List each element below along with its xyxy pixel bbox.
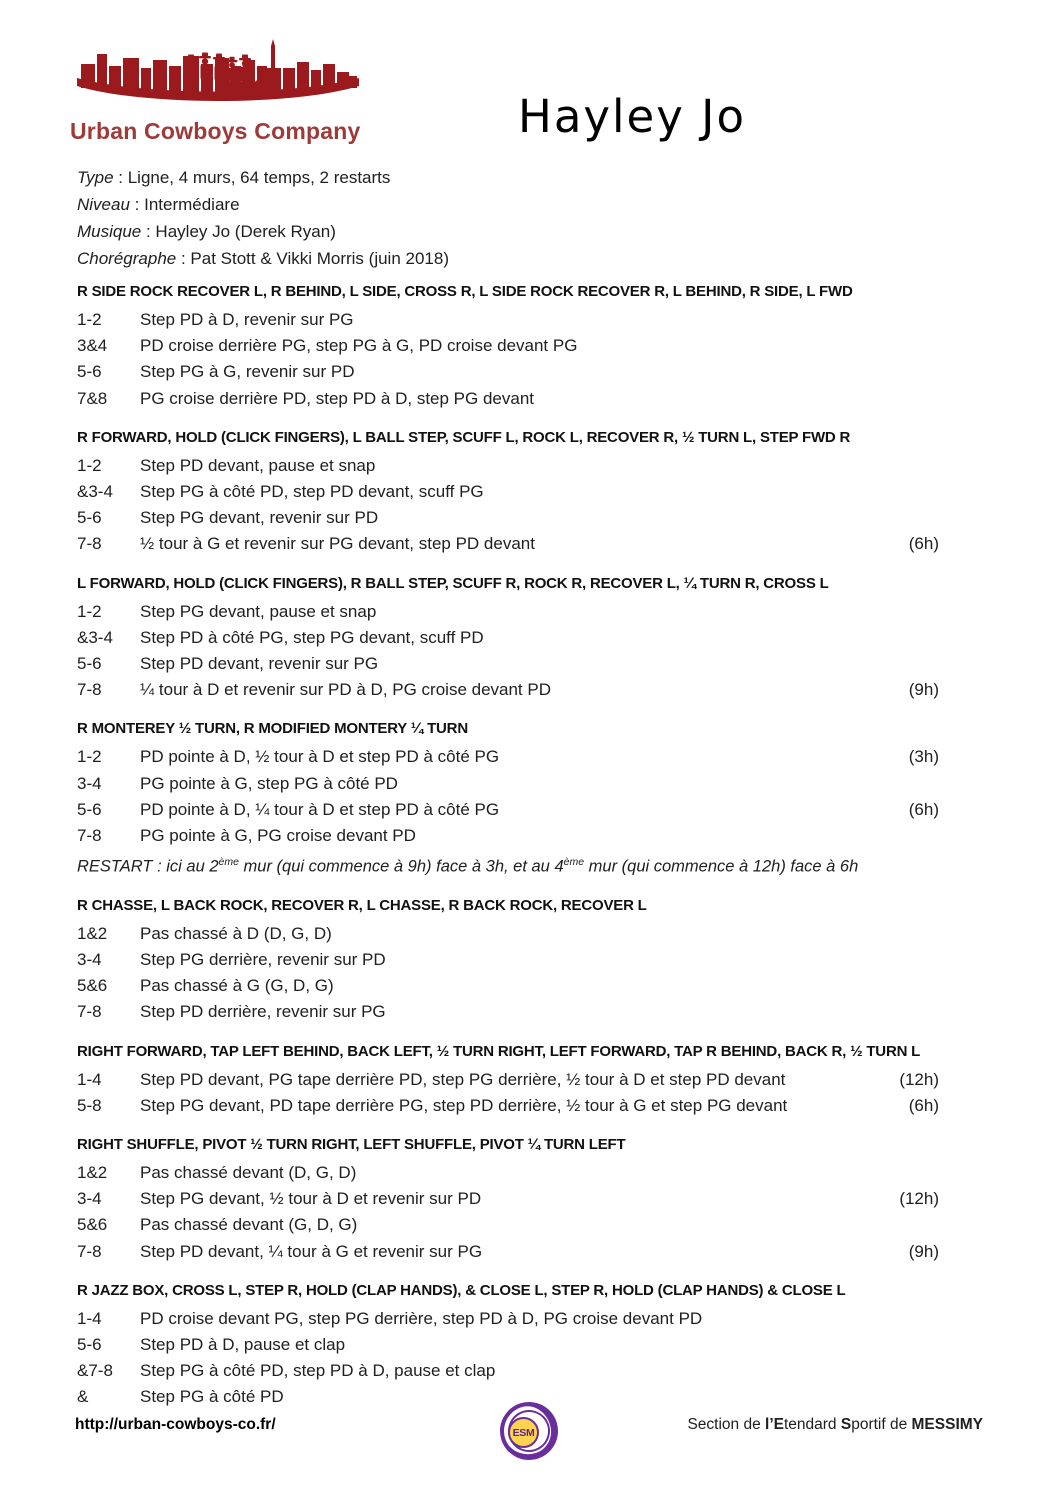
step-row — [77, 1306, 939, 1332]
step-count: &7-8 — [77, 1361, 113, 1381]
step-clock — [884, 359, 939, 385]
restart-sup: ème — [563, 856, 585, 869]
step-clock — [884, 947, 939, 973]
step-clock — [884, 599, 939, 625]
section-6 — [77, 1042, 939, 1119]
step-count: 5&6 — [77, 976, 108, 996]
restart-text: mur (qui commence à 12h) face à 6h — [584, 857, 859, 876]
step-count: 7&8 — [77, 388, 108, 408]
step-text: PG croise derrière PD, step PD à D, step PG devant — [140, 388, 534, 408]
footer-text: tendard — [783, 1416, 841, 1433]
logo-company-name: Urban Cowboys Company — [70, 118, 361, 144]
step-sheet — [77, 282, 939, 1427]
section-title: R SIDE ROCK RECOVER L, R BEHIND, L SIDE, CROSS R, L SIDE ROCK RECOVER R, L BEHIND, R SIDE, L FWD — [77, 283, 853, 300]
step-row — [77, 823, 939, 849]
step-count: 5-6 — [77, 799, 102, 819]
step-row — [77, 771, 939, 797]
step-row — [77, 744, 939, 770]
section-title: RIGHT FORWARD, TAP LEFT BEHIND, BACK LEFT, ½ TURN RIGHT, LEFT FORWARD, TAP R BEHIND, BACK R, ½ TURN L — [77, 1042, 921, 1060]
step-row — [77, 531, 939, 557]
section-5 — [77, 896, 939, 1026]
section-8 — [77, 1281, 939, 1411]
step-clock — [884, 1332, 939, 1358]
step-clock — [884, 1358, 939, 1384]
section-1 — [77, 282, 939, 412]
step-text: PG pointe à G, PG croise devant PD — [140, 826, 416, 846]
restart-text: mur (qui commence à 9h) face à 3h, et au 4 — [238, 857, 564, 876]
step-count: 1-2 — [77, 601, 102, 621]
step-count: &3-4 — [77, 482, 113, 502]
step-text: Step PG derrière, revenir sur PD — [140, 949, 386, 969]
footer-text: Section de — [687, 1416, 766, 1433]
step-row — [77, 505, 939, 531]
step-clock: (6h) — [908, 1095, 939, 1115]
step-row — [77, 1160, 939, 1186]
step-row — [77, 1358, 939, 1384]
step-text: Step PG à G, revenir sur PD — [140, 362, 355, 382]
step-clock — [884, 651, 939, 677]
step-count: 3&4 — [77, 336, 108, 356]
step-clock — [884, 1306, 939, 1332]
meta-row-choregraphe — [77, 245, 449, 272]
meta-value: : Hayley Jo (Derek Ryan) — [141, 222, 336, 241]
step-count: 5-6 — [77, 654, 102, 674]
step-count: 7-8 — [77, 534, 102, 554]
step-row — [77, 333, 939, 359]
step-text: Step PG à côté PD — [140, 1387, 284, 1407]
step-text: Step PD devant, ¼ tour à G et revenir sur PG — [140, 1241, 483, 1261]
step-clock: (12h) — [899, 1189, 939, 1209]
footer-text: portif de — [851, 1416, 912, 1433]
section-title: R JAZZ BOX, CROSS L, STEP R, HOLD (CLAP HANDS), & CLOSE L, STEP R, HOLD (CLAP HANDS) & CLOSE L — [77, 1281, 846, 1299]
step-row — [77, 651, 939, 677]
step-row — [77, 1186, 939, 1212]
step-clock: (12h) — [899, 1069, 939, 1089]
step-clock — [884, 386, 939, 412]
meta-row-type — [77, 164, 449, 191]
step-clock — [884, 999, 939, 1025]
step-count: 1-4 — [77, 1069, 102, 1089]
step-clock — [884, 823, 939, 849]
footer-text-bold: l’E — [765, 1416, 784, 1433]
step-row — [77, 677, 939, 703]
meta-row-niveau — [77, 191, 449, 218]
step-text: PG pointe à G, step PG à côté PD — [140, 773, 398, 793]
step-count: 7-8 — [77, 680, 102, 700]
step-count: 7-8 — [77, 1241, 102, 1261]
step-text: PD pointe à D, ¼ tour à D et step PD à côté PG — [140, 799, 500, 819]
step-count: 5&6 — [77, 1215, 108, 1235]
step-row — [77, 797, 939, 823]
section-title: R CHASSE, L BACK ROCK, RECOVER R, L CHASSE, R BACK ROCK, RECOVER L — [77, 896, 647, 914]
section-title: R FORWARD, HOLD (CLICK FINGERS), L BALL STEP, SCUFF L, ROCK L, RECOVER R, ½ TURN L, STEP FWD R — [77, 428, 851, 446]
meta-value: : Intermédiare — [129, 195, 240, 214]
step-row — [77, 1239, 939, 1265]
step-clock — [884, 625, 939, 651]
step-clock: (6h) — [908, 799, 939, 819]
step-row — [77, 307, 939, 333]
meta-label: Musique — [77, 222, 142, 241]
step-row — [77, 1067, 939, 1093]
section-title: L FORWARD, HOLD (CLICK FINGERS), R BALL STEP, SCUFF R, ROCK R, RECOVER L, ¼ TURN R, CROSS L — [77, 574, 829, 592]
step-text: Pas chassé à G (G, D, G) — [140, 976, 334, 996]
footer-text-bold: S — [840, 1416, 852, 1433]
step-count: 1&2 — [77, 1162, 108, 1182]
step-clock — [884, 921, 939, 947]
footer-section-text — [687, 1416, 983, 1434]
step-clock — [884, 1212, 939, 1238]
step-row — [77, 1212, 939, 1238]
step-count: 1&2 — [77, 923, 108, 943]
section-4 — [77, 719, 939, 879]
step-row — [77, 1093, 939, 1119]
step-clock — [884, 505, 939, 531]
step-count: 1-2 — [77, 310, 102, 329]
step-count: 5-6 — [77, 508, 102, 528]
step-text: Step PD devant, pause et snap — [140, 455, 376, 475]
step-count: 5-8 — [77, 1095, 102, 1115]
step-row — [77, 973, 939, 999]
meta-label: Chorégraphe — [77, 249, 177, 268]
step-row — [77, 386, 939, 412]
step-text: PD croise derrière PG, step PG à G, PD croise devant PG — [140, 336, 578, 356]
footer-text-bold: MESSIMY — [911, 1416, 983, 1433]
step-clock — [884, 973, 939, 999]
step-count: 3-4 — [77, 1189, 102, 1209]
section-2 — [77, 428, 939, 558]
step-text: Step PD à côté PG, step PG devant, scuff PD — [140, 627, 484, 647]
step-text: Step PD derrière, revenir sur PG — [140, 1002, 386, 1022]
step-clock: (6h) — [908, 534, 939, 554]
step-text: ½ tour à G et revenir sur PG devant, step PD devant — [140, 534, 535, 554]
step-clock: (9h) — [908, 680, 939, 700]
step-count: 1-4 — [77, 1308, 102, 1328]
step-row — [77, 453, 939, 479]
meta-label: Niveau — [77, 195, 130, 214]
footer-url-link[interactable]: http://urban-cowboys-co.fr/ — [75, 1416, 276, 1433]
step-row — [77, 479, 939, 505]
step-text: Step PG devant, ½ tour à D et revenir sur PD — [140, 1189, 482, 1209]
step-text: Pas chassé devant (D, G, D) — [140, 1162, 357, 1182]
section-title: R MONTEREY ½ TURN, R MODIFIED MONTERY ¼ TURN — [77, 720, 468, 738]
step-text: Step PD devant, revenir sur PG — [140, 654, 379, 674]
footer — [75, 1402, 983, 1466]
urban-cowboys-logo — [70, 36, 366, 145]
step-row — [77, 599, 939, 625]
step-count: 5-6 — [77, 1334, 102, 1354]
step-count: 1-2 — [77, 747, 102, 767]
step-text: ¼ tour à D et revenir sur PD à D, PG croise devant PD — [140, 680, 551, 700]
step-text: Pas chassé à D (D, G, D) — [140, 923, 332, 943]
step-text: Pas chassé devant (G, D, G) — [140, 1215, 358, 1235]
meta-row-musique — [77, 218, 449, 245]
step-clock: (9h) — [908, 1241, 939, 1261]
section-3 — [77, 574, 939, 704]
step-text: PD pointe à D, ½ tour à D et step PD à côté PG — [140, 747, 500, 767]
meta-value: : Pat Stott & Vikki Morris (juin 2018) — [176, 249, 449, 268]
step-text: Step PG devant, revenir sur PD — [140, 508, 379, 528]
step-clock — [884, 771, 939, 797]
step-clock — [884, 307, 939, 333]
restart-note — [77, 849, 939, 880]
step-text: PD croise devant PG, step PG derrière, step PD à D, PG croise devant PD — [140, 1308, 703, 1328]
section-title: RIGHT SHUFFLE, PIVOT ½ TURN RIGHT, LEFT SHUFFLE, PIVOT ¼ TURN LEFT — [77, 1135, 626, 1153]
step-text: Step PG devant, pause et snap — [140, 601, 377, 621]
step-text: Step PD à D, pause et clap — [140, 1334, 346, 1354]
step-count: 7-8 — [77, 1002, 102, 1022]
step-clock: (3h) — [908, 747, 939, 767]
step-text: Step PG devant, PD tape derrière PG, step PD derrière, ½ tour à G et step PG devant — [140, 1095, 788, 1115]
meta-label: Type — [77, 168, 114, 187]
step-row — [77, 999, 939, 1025]
step-row — [77, 625, 939, 651]
step-text: Step PG à côté PD, step PD devant, scuff PG — [140, 482, 484, 502]
dance-meta — [77, 164, 449, 272]
step-text: Step PD à D, revenir sur PG — [140, 310, 354, 329]
step-count: & — [77, 1387, 89, 1407]
city-skyline-cowboys-icon — [70, 36, 366, 116]
step-clock — [884, 333, 939, 359]
step-count: 1-2 — [77, 455, 102, 475]
step-row — [77, 1332, 939, 1358]
step-row — [77, 921, 939, 947]
step-count: 3-4 — [77, 949, 102, 969]
step-count: 5-6 — [77, 362, 102, 382]
restart-text: RESTART : ici au 2 — [77, 857, 219, 876]
step-row — [77, 947, 939, 973]
step-row — [77, 359, 939, 385]
step-clock — [884, 479, 939, 505]
section-7 — [77, 1135, 939, 1265]
step-count: &3-4 — [77, 627, 113, 647]
esm-logo — [500, 1402, 558, 1460]
meta-value: : Ligne, 4 murs, 64 temps, 2 restarts — [113, 168, 391, 187]
step-clock — [884, 453, 939, 479]
step-text: Step PG à côté PD, step PD à D, pause et clap — [140, 1361, 496, 1381]
restart-sup: ème — [218, 856, 239, 869]
page-title: Hayley Jo — [518, 90, 746, 143]
step-text: Step PD devant, PG tape derrière PD, step PG derrière, ½ tour à D et step PD devant — [140, 1069, 786, 1089]
step-count: 7-8 — [77, 826, 102, 846]
step-clock — [884, 1160, 939, 1186]
step-count: 3-4 — [77, 773, 102, 793]
esm-label: ESM — [508, 1417, 539, 1448]
